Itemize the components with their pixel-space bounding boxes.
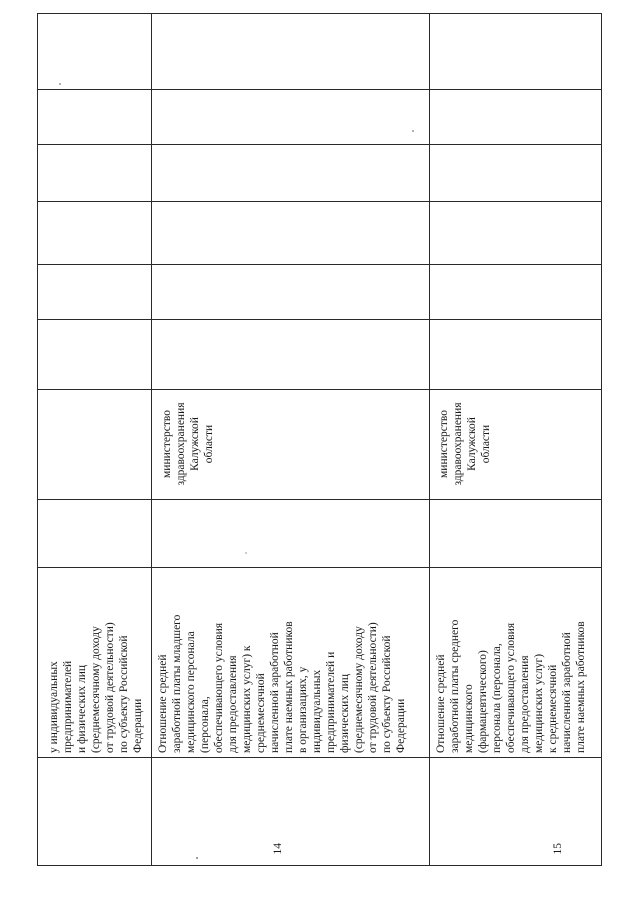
- row-15-indicator-text: Отношение средней заработной платы среднего медицинского (фармацевтического) персонала (персонала, обеспечивающего условия для предоставления медицинских услуг) к среднемесячной начисленной заработной плате наемных работников: [435, 619, 587, 753]
- row-15-number: [537, 758, 579, 866]
- row-14-indicator-text: Отношение средней заработной платы младшего медицинского персонала (персонала, обеспечивающего условия для предоставления медицинских услуг) к среднемесячной начисленной заработной плате наемных работников в организациях, у индивидуальных предпринимателей и физических лиц (среднемесячному доходу от трудовой деятельности) по субъекту Российской Федерации: [157, 614, 407, 753]
- row-15-responsible: министерство здравоохранения Калужской области: [438, 402, 492, 486]
- scan-speck: [59, 83, 61, 85]
- row-14-responsible: министерство здравоохранения Калужской области: [161, 402, 215, 486]
- row-14-number: [257, 758, 299, 866]
- row-number: 14: [272, 843, 284, 855]
- cell-indicator-text-continuation: у индивидуальных предпринимателей и физических лиц (среднемесячному доходу от трудовой деятельности) по субъекту Российской Федерации: [48, 622, 144, 753]
- scan-speck: [196, 857, 198, 859]
- scan-speck: [245, 552, 246, 553]
- scan-speck: [412, 130, 414, 132]
- row-number: 15: [552, 843, 564, 855]
